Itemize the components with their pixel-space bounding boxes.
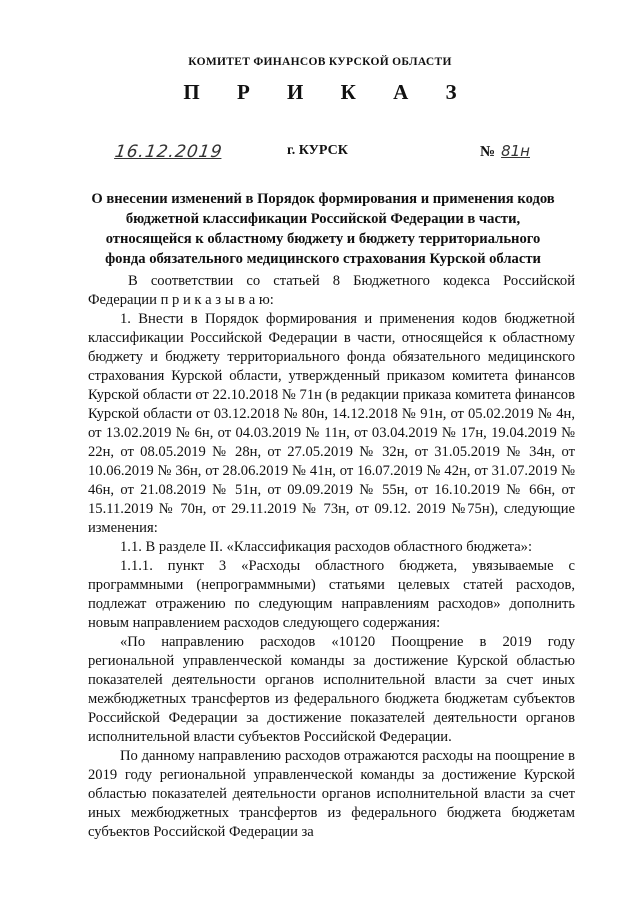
number-sign: № — [480, 144, 496, 160]
body-text — [88, 272, 575, 842]
paragraph-item-1-1: 1.1. В разделе II. «Классификация расходов областного бюджета»: — [120, 539, 533, 555]
paragraph-preamble: В соответствии со статьей 8 Бюджетного кодекса Российской Федерации п р и к а з ы в а ю: — [88, 273, 575, 308]
subject-line: О внесении изменений в Порядок формирования и применения кодов — [91, 191, 555, 207]
city-label: г. КУРСК — [287, 143, 348, 158]
handwritten-date: 16.12.2019 — [113, 142, 224, 162]
order-number — [480, 142, 530, 161]
handwritten-number: 81н — [501, 142, 530, 160]
paragraph-item-1-1-1: 1.1.1. пункт 3 «Расходы областного бюджета, увязываемые с программными (непрограммными) статьями целевых статей расходов, подлежат отражению по следующим направлениям расходов» дополнить новым направлением расходов следующего содержания: — [88, 558, 575, 631]
paragraph-description: По данному направлению расходов отражаются расходы на поощрение в 2019 году региональной управленческой команды за достижение Курской областью показателей деятельности органов исполнительной власти за счет иных межбюджетных трансфертов из федерального бюджета бюджетам субъектов Российской Федерации за — [88, 748, 575, 840]
paragraph-item-1: 1. Внести в Порядок формирования и применения кодов бюджетной классификации Российской Федерации в части, относящейся к областному бюджету и бюджету территориального фонда обязательного медицинского страхования Курской области, утвержденный приказом комитета финансов Курской области от 22.10.2018 № 71н (в редакции приказа комитета финансов Курской области от 03.12.2018 № 80н, 14.12.2018 № 91н, от 05.02.2019 № 4н, от 13.02.2019 № 6н, от 04.03.2019 № 11н, от 03.04.2019 № 17н, 19.04.2019 № 22н, от 08.05.2019 № 28н, от 27.05.2019 № 32н, от 31.05.2019 № 34н, от 10.06.2019 № 36н, от 28.06.2019 № 41н, от 16.07.2019 № 42н, от 31.07.2019 № 46н, от 21.08.2019 № 51н, от 09.09.2019 № 55н, от 16.10.2019 № 66н, от 15.11.2019 № 70н, от 29.11.2019 № 73н, от 09.12. 2019 №75н), следующие изменения: — [88, 311, 575, 536]
subject-line: бюджетной классификации Российской Федерации в части, — [125, 211, 521, 227]
subject-line: относящейся к областному бюджету и бюджету территориального — [105, 231, 541, 247]
order-subject — [78, 189, 568, 269]
committee-name: КОМИТЕТ ФИНАНСОВ КУРСКОЙ ОБЛАСТИ — [188, 56, 452, 68]
document-title: П Р И К А З — [183, 80, 473, 104]
paragraph-quote: «По направлению расходов «10120 Поощрение в 2019 году региональной управленческой команды за достижение Курской областью показателей деятельности органов исполнительной власти за счет иных межбюджетных трансфертов из федерального бюджета бюджетам субъектов Российской Федерации за достижение показателей деятельности органов исполнительной власти субъектов Российской Федерации. — [88, 634, 575, 745]
subject-line: фонда обязательного медицинского страхования Курской области — [105, 251, 541, 267]
